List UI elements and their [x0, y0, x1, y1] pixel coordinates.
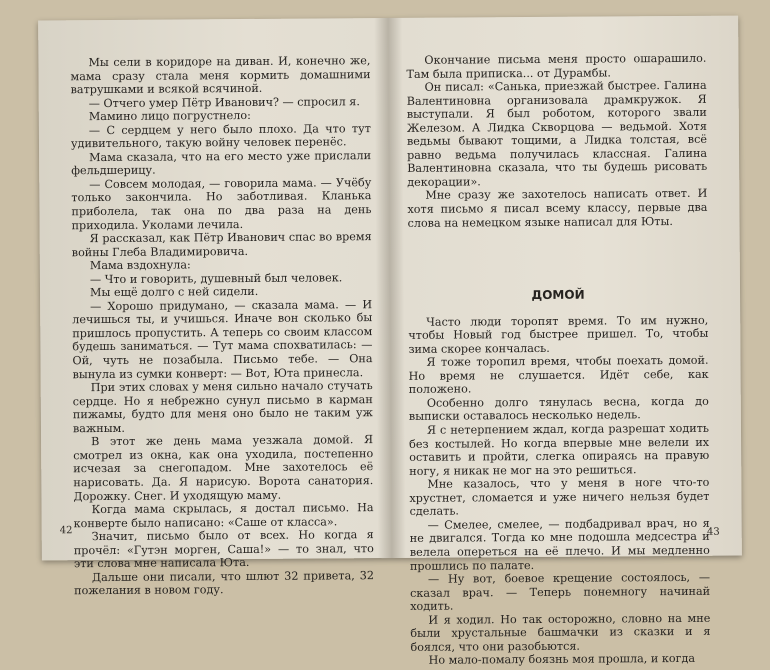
- paragraph: — Хорошо придумано, — сказала мама. — И лечишься ты, и учишься. Иначе вон сколько бы пришлось пропустить. А теперь со своим классом будешь заниматься. — Тут мама спохватилась: — Ой, чуть не позабыла. Письмо тебе. — Она вынула из сумки конверт: — Вот, Юта принесла.: [72, 297, 373, 381]
- paragraph: Мы сели в коридоре на диван. И, конечно же, мама сразу стала меня кормить домашними ватрушками и всякой всячиной.: [70, 54, 371, 97]
- paragraph: Но мало-помалу боязнь моя прошла, и когда: [428, 652, 696, 668]
- paragraph: — Ну вот, боевое крещение состоялось, — сказал врач. — Теперь понемногу начинай ходить.: [410, 570, 711, 614]
- paragraph: Когда мама скрылась, я достал письмо. На конверте было написано: «Саше от класса».: [73, 501, 374, 530]
- paragraph: Мама вздохнула:: [89, 258, 191, 273]
- paragraph: Мне казалось, что у меня в ноге что-то хрустнет, сломается и уже ничего нельзя будет сделать.: [409, 475, 710, 519]
- paragraph: Часто люди торопят время. То им нужно, чтобы Новый год быстрее пришел. То, чтобы зима скорее кончалась.: [408, 313, 709, 356]
- paragraph: — С сердцем у него было плохо. Да что тут удивительного, такую войну человек перенёс.: [70, 121, 371, 151]
- paragraph: — Отчего умер Пётр Иванович? — спросил я.: [88, 94, 360, 110]
- chapter-heading: ДОМОЙ: [531, 287, 585, 303]
- paragraph: Мамино лицо погрустнело:: [88, 109, 251, 124]
- paragraph: Дальше они писали, что шлют 32 привета, 32 пожелания в новом году.: [74, 568, 375, 598]
- paragraph: Особенно долго тянулась весна, когда до выписки оставалось несколько недель.: [408, 394, 709, 424]
- book-spread: [38, 16, 742, 668]
- paragraph: Он писал: «Санька, приезжай быстрее. Галина Валентиновна организовала драмкружок. Я выступали. Я был роботом, которого звали Железом. А Лидка Скворцова — ведьмой. Хотя ведьмы бывают тощими, а Лидка толстая, всё равно ведьма получилась классная. Галина Валентиновна сказала, что ты будешь рисовать декорации».: [406, 78, 708, 189]
- paragraph: — Смелее, смелее, — подбадривал врач, но я не двигался. Тогда ко мне подошла медсестра и велела опереться на её плечо. И мы медленно прошлись по палате.: [409, 516, 710, 573]
- paragraph: Окончание письма меня просто ошарашило. Там была приписка... от Дурамбы.: [406, 51, 707, 81]
- paragraph: — Совсем молодая, — говорила мама. — Учёбу только закончила. Но заботливая. Кланька приболела, так она по два раза на день приходила. Уколами лечила.: [71, 176, 372, 232]
- page-number-right: 43: [706, 526, 720, 538]
- paragraph: Мне сразу же захотелось написать ответ. И хотя письмо я писал всему классу, первые два слова на немецком языке написал для Юты.: [407, 187, 708, 230]
- paragraph: Значит, письмо было от всех. Но когда я прочёл: «Гутэн морген, Саша!» — то знал, что эти слова мне написала Юта.: [73, 528, 374, 571]
- left-page: [70, 54, 374, 598]
- paragraph: В этот же день мама уезжала домой. Я смотрел из окна, как она уходила, постепенно исчезая за снегопадом. Мне захотелось её нарисовать. Да. Я нарисую. Ворота санатория. Дорожку. Снег. И уходящую маму.: [73, 433, 374, 503]
- right-page: [406, 52, 710, 668]
- paragraph: И я ходил. Но так осторожно, словно на мне были хрустальные башмачки из сказки и я боялся, что они разобьются.: [410, 611, 711, 654]
- paragraph: Я с нетерпением ждал, когда разрешат ходить без костылей. Но когда впервые мне велели их оставить и пройти, слегка опираясь на правую ногу, я никак не мог на это решиться.: [409, 421, 710, 478]
- page-number-left: 42: [59, 525, 73, 537]
- paragraph: Я рассказал, как Пётр Иванович спас во время войны Глеба Владимировича.: [71, 230, 372, 259]
- paragraph: — Что и говорить, душевный был человек.: [89, 271, 343, 286]
- paragraph: Я тоже торопил время, чтобы поехать домой. Но время не слушается. Идёт себе, как положено.: [408, 354, 709, 397]
- paragraph: Мы ещё долго с ней сидели.: [89, 285, 259, 300]
- paragraph: Мама сказала, что на его место уже прислали фельдшерицу.: [71, 148, 372, 178]
- paragraph: При этих словах у меня сильно начало стучать сердце. Но я небрежно сунул письмо в карман пижамы, будто для меня оно было не таким уж важным.: [72, 379, 373, 435]
